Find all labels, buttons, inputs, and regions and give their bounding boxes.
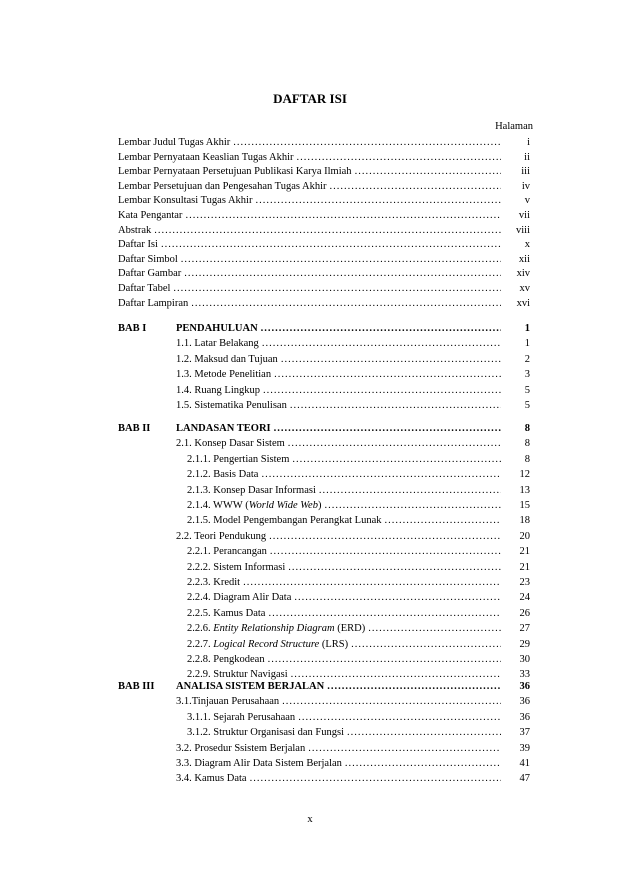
toc-label: 2.2.5. Kamus Data [187, 607, 266, 619]
dot-leader [243, 576, 501, 590]
toc-label: 3.1.2. Struktur Organisasi dan Fungsi [187, 727, 345, 739]
dot-leader [274, 422, 501, 436]
toc-subsection [187, 499, 530, 513]
toc-label: 2.1.1. Pengertian Sistem [187, 453, 290, 465]
toc-front-item [118, 180, 530, 194]
toc-page-number: 1 [524, 323, 530, 334]
dot-leader [288, 561, 501, 575]
toc-page-number: vii [518, 210, 530, 221]
dot-leader [233, 136, 501, 150]
toc-page-number: 2 [524, 353, 530, 365]
toc-page-number: xii [518, 253, 530, 265]
dot-leader [269, 530, 501, 544]
dot-leader [281, 353, 501, 367]
toc-page-number: 36 [519, 711, 530, 723]
toc-page-number: 30 [519, 654, 530, 665]
dot-leader [173, 282, 501, 296]
dot-leader [154, 224, 501, 238]
toc-subsection [187, 514, 530, 528]
dot-leader [191, 297, 501, 311]
chapter-code: BAB I [118, 323, 147, 334]
toc-label: Kata Pengantar [118, 210, 183, 221]
toc-page-number: v [524, 195, 530, 207]
toc-label: 3.3. Diagram Alir Data Sistem Berjalan [176, 758, 342, 769]
dot-leader [288, 437, 501, 451]
toc-page-number: iv [521, 180, 530, 192]
toc-label: Daftar Simbol [118, 253, 178, 265]
toc-label: 2.2.7. Logical Record Structure (LRS) [187, 638, 349, 650]
toc-front-item [118, 238, 530, 252]
chapter-code: BAB III [118, 681, 155, 692]
toc-page-number: 41 [519, 758, 530, 769]
toc-label: Daftar Gambar [118, 268, 182, 280]
toc-page-number: 29 [519, 638, 530, 650]
dot-leader [262, 337, 501, 351]
toc-label: Daftar Isi [118, 239, 158, 251]
toc-label: 3.2. Prosedur Ssistem Berjalan [176, 742, 306, 754]
toc-section [176, 384, 530, 398]
dot-leader [261, 468, 501, 482]
toc-page-number: 23 [519, 577, 530, 588]
toc-label: Abstrak [118, 224, 152, 236]
toc-section [176, 757, 530, 771]
dot-leader [255, 194, 501, 208]
toc-label: 1.1. Latar Belakang [176, 338, 259, 350]
toc-subsection [187, 468, 530, 482]
toc-label: 2.2.8. Pengkodean [187, 654, 265, 665]
dot-leader [274, 368, 501, 382]
toc-page-number: xvi [516, 297, 530, 309]
toc-section [176, 695, 530, 709]
toc-front-item [118, 282, 530, 296]
toc-page-number: 33 [519, 669, 530, 681]
dot-leader [292, 453, 501, 467]
toc-section [176, 772, 530, 786]
toc-page-number: 36 [519, 681, 530, 692]
toc-section [176, 353, 530, 367]
toc-front-item [118, 209, 530, 223]
toc-label: 2.1.4. WWW (World Wide Web) [187, 500, 322, 511]
toc-page-number: 21 [519, 561, 530, 573]
toc-section [176, 530, 530, 544]
dot-leader [385, 514, 502, 528]
toc-subsection [187, 545, 530, 559]
toc-subsection [187, 576, 530, 590]
toc-page-number: 21 [519, 546, 530, 558]
dot-leader [184, 267, 501, 281]
toc-subsection [187, 622, 530, 636]
toc-front-item [118, 224, 530, 238]
toc-front-item [118, 253, 530, 267]
dot-leader [261, 322, 501, 336]
toc-page-number: 5 [524, 384, 530, 396]
toc-front-item [118, 194, 530, 208]
toc-label: 2.2. Teori Pendukung [176, 530, 267, 542]
toc-subsection [187, 653, 530, 667]
dot-leader [290, 399, 501, 413]
toc-page-number: 37 [519, 727, 530, 739]
toc-label: 2.2.6. Entity Relationship Diagram (ERD) [187, 623, 366, 635]
toc-subsection [187, 561, 530, 575]
toc-front-item [118, 151, 530, 165]
toc-section [176, 399, 530, 413]
toc-page-number: 1 [524, 338, 530, 350]
toc-front-item [118, 165, 530, 179]
toc-page-number: iii [521, 166, 530, 178]
toc-label: Lembar Konsultasi Tugas Akhir [118, 195, 253, 207]
toc-page-number: 26 [519, 607, 530, 619]
toc-section [176, 742, 530, 756]
halaman-label: Halaman [495, 121, 533, 132]
toc-page-number: 12 [519, 469, 530, 481]
toc-label: 2.2.1. Perancangan [187, 546, 267, 558]
toc-label: 1.4. Ruang Lingkup [176, 384, 260, 396]
toc-subsection [187, 591, 530, 605]
toc-page-number: 47 [519, 773, 530, 785]
dot-leader [282, 695, 501, 709]
toc-label: LANDASAN TEORI [176, 423, 271, 434]
toc-page-number: i [527, 137, 530, 148]
toc-label: 3.1.1. Sejarah Perusahaan [187, 711, 296, 723]
toc-page-number: xv [519, 283, 530, 294]
toc-page-number: 20 [519, 530, 530, 542]
toc-front-item [118, 136, 530, 150]
dot-leader [319, 484, 501, 498]
dot-leader [185, 209, 501, 223]
toc-page-number: 8 [524, 438, 530, 450]
toc-page-number: 39 [519, 742, 530, 754]
toc-chapter-title [176, 680, 530, 694]
toc-page-number: 5 [524, 400, 530, 411]
toc-label: 1.2. Maksud dan Tujuan [176, 353, 278, 365]
toc-section [176, 368, 530, 382]
toc-label: 2.1.5. Model Pengembangan Perangkat Lunak [187, 515, 382, 527]
toc-label: 3.1.Tinjauan Perusahaan [176, 696, 280, 708]
toc-page-number: 13 [519, 484, 530, 496]
dot-leader [268, 607, 501, 621]
toc-page-number: 8 [524, 453, 530, 465]
toc-page-number: 36 [519, 696, 530, 708]
dot-leader [345, 757, 501, 771]
dot-leader [181, 253, 501, 267]
dot-leader [270, 545, 501, 559]
toc-subsection [187, 726, 530, 740]
toc-page-number: 27 [519, 623, 530, 635]
toc-section [176, 437, 530, 451]
toc-label: 1.5. Sistematika Penulisan [176, 400, 287, 411]
toc-page-number: 3 [524, 369, 530, 381]
toc-page-number: x [524, 239, 530, 251]
toc-page-number: 15 [519, 500, 530, 511]
dot-leader [347, 726, 501, 740]
toc-label: 2.2.9. Struktur Navigasi [187, 669, 288, 681]
toc-label: 3.4. Kamus Data [176, 773, 247, 785]
page-title: DAFTAR ISI [273, 91, 347, 106]
toc-label: ANALISA SISTEM BERJALAN [176, 681, 325, 692]
toc-front-item [118, 297, 530, 311]
dot-leader [355, 165, 501, 179]
page-number: x [307, 814, 313, 825]
toc-label: 2.2.3. Kredit [187, 577, 241, 588]
toc-label: Lembar Persetujuan dan Pengesahan Tugas Akhir [118, 180, 327, 192]
toc-page-number: 18 [519, 515, 530, 527]
dot-leader [294, 591, 501, 605]
toc-page-number: 8 [524, 423, 530, 434]
toc-label: 2.2.4. Diagram Alir Data [187, 592, 292, 604]
dot-leader [297, 151, 501, 165]
toc-subsection [187, 638, 530, 652]
toc-label: Lembar Judul Tugas Akhir [118, 137, 231, 148]
dot-leader [263, 384, 501, 398]
toc-label: 2.2.2. Sistem Informasi [187, 561, 286, 573]
toc-page-number: xiv [516, 268, 530, 280]
toc-subsection [187, 607, 530, 621]
dot-leader [308, 742, 501, 756]
dot-leader [330, 180, 501, 194]
dot-leader [327, 680, 501, 694]
dot-leader [368, 622, 501, 636]
chapter-code: BAB II [118, 423, 151, 434]
toc-front-item [118, 267, 530, 281]
toc-label: 2.1. Konsep Dasar Sistem [176, 438, 285, 450]
toc-label: 2.1.3. Konsep Dasar Informasi [187, 484, 316, 496]
toc-label: Daftar Lampiran [118, 297, 189, 309]
toc-label: Daftar Tabel [118, 283, 171, 294]
toc-label: Lembar Pernyataan Persetujuan Publikasi Karya Ilmiah [118, 166, 352, 178]
toc-subsection [187, 453, 530, 467]
toc-subsection [187, 711, 530, 725]
dot-leader [324, 499, 501, 513]
dot-leader [351, 638, 501, 652]
dot-leader [250, 772, 501, 786]
toc-chapter-title [176, 322, 530, 336]
toc-chapter-title [176, 422, 530, 436]
dot-leader [268, 653, 501, 667]
toc-label: Lembar Pernyataan Keaslian Tugas Akhir [118, 151, 294, 163]
toc-label: PENDAHULUAN [176, 323, 258, 334]
toc-label: 1.3. Metode Penelitian [176, 369, 272, 381]
toc-page-number: viii [515, 224, 530, 236]
dot-leader [298, 711, 501, 725]
toc-subsection [187, 484, 530, 498]
toc-page-number: 24 [519, 592, 530, 604]
toc-section [176, 337, 530, 351]
toc-page-number: ii [524, 151, 530, 163]
dot-leader [161, 238, 501, 252]
toc-label: 2.1.2. Basis Data [187, 469, 259, 481]
